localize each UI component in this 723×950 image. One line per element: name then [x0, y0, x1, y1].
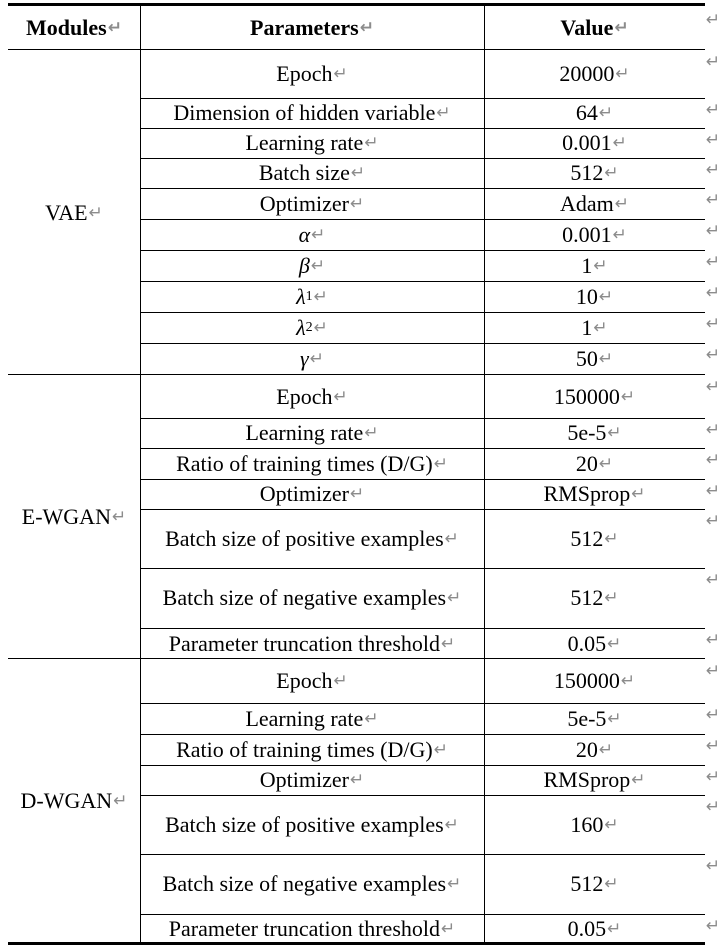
value-cell: [484, 628, 705, 659]
parameter-label: Parameter truncation threshold: [168, 915, 440, 941]
return-mark: ↵: [598, 286, 614, 307]
value-label: 64: [575, 100, 598, 125]
row-end-mark: ↵: [705, 767, 721, 787]
return-mark: ↵: [441, 918, 456, 939]
row-end-mark: ↵: [705, 52, 721, 72]
parameter-cell: λ 1 ↵: [296, 283, 328, 309]
value-label: 512: [570, 871, 604, 896]
value-label: 1: [581, 252, 593, 278]
return-mark: ↵: [309, 349, 324, 369]
parameter-label: Optimizer: [259, 481, 349, 506]
return-mark: ↵: [364, 423, 379, 443]
value-cell: [484, 659, 705, 703]
value-cell: [484, 734, 705, 765]
value-label: 512: [570, 525, 604, 551]
parameter-label: Optimizer: [259, 767, 349, 792]
return-mark: ↵: [631, 770, 646, 790]
parameter-cell: [140, 375, 484, 418]
return-mark: ↵: [364, 133, 379, 153]
return-mark: ↵: [615, 64, 630, 84]
value-cell: [484, 448, 705, 479]
return-mark: ↵: [333, 671, 348, 691]
return-mark: ↵: [88, 202, 103, 223]
return-mark: ↵: [607, 423, 622, 443]
value-label: RMSprop: [543, 481, 631, 506]
value-label: 150000: [553, 383, 620, 409]
module-label: E-WGAN: [21, 504, 111, 529]
row-end-mark: ↵: [705, 797, 721, 817]
return-mark: ↵: [349, 770, 365, 790]
return-mark: ↵: [593, 255, 608, 276]
header-value-label: Value: [560, 14, 614, 40]
module-cell: [8, 659, 140, 943]
row-end-mark: ↵: [705, 221, 721, 241]
value-label: 512: [570, 160, 604, 185]
row-end-mark: ↵: [705, 100, 721, 120]
value-cell: [484, 568, 705, 628]
value-label: 150000: [553, 668, 620, 693]
return-mark: ↵: [604, 814, 619, 835]
return-mark: ↵: [441, 633, 456, 654]
parameter-label: γ: [300, 346, 309, 371]
value-label: 50: [575, 346, 598, 371]
return-mark: ↵: [612, 224, 627, 245]
value-label: 0.001: [562, 130, 612, 155]
value-cell: [484, 128, 705, 158]
header-modules: [8, 5, 140, 50]
parameter-label: λ: [296, 283, 306, 309]
return-mark: ↵: [444, 528, 459, 549]
return-mark: ↵: [313, 286, 328, 307]
return-mark: ↵: [333, 64, 348, 84]
return-mark: ↵: [107, 17, 122, 38]
value-cell: [484, 281, 705, 312]
value-cell: [484, 795, 705, 854]
parameter-label: Learning rate: [245, 420, 364, 445]
value-cell: [484, 98, 705, 128]
value-label: 5e-5: [567, 420, 607, 445]
parameter-label: Ratio of training times (D/G): [176, 736, 433, 762]
row-end-mark: ↵: [705, 481, 721, 501]
value-label: 20: [575, 450, 598, 476]
parameter-label: Parameter truncation threshold: [168, 630, 440, 656]
value-label: 20: [575, 736, 598, 762]
return-mark: ↵: [620, 671, 636, 691]
parameter-cell: [140, 659, 484, 703]
header-parameters-label: Parameters: [250, 14, 359, 40]
module-cell: [8, 50, 140, 375]
parameter-cell: [140, 509, 484, 568]
return-mark: ↵: [349, 193, 365, 214]
return-mark: ↵: [447, 874, 462, 894]
parameter-cell: [140, 703, 484, 734]
parameter-label: Learning rate: [245, 130, 364, 155]
row-end-mark: ↵: [705, 160, 721, 180]
return-mark: ↵: [447, 588, 462, 608]
parameter-cell: λ 2 ↵: [296, 314, 328, 340]
row-end-mark: ↵: [705, 252, 721, 272]
return-mark: ↵: [604, 528, 619, 549]
value-cell: [484, 158, 705, 188]
parameter-cell: [140, 448, 484, 479]
return-mark: ↵: [607, 918, 622, 939]
row-end-mark: ↵: [705, 570, 721, 590]
value-cell: [484, 914, 705, 943]
parameter-label: Batch size: [258, 160, 350, 185]
value-cell: [484, 219, 705, 250]
value-label: 0.05: [567, 630, 607, 656]
return-mark: ↵: [433, 453, 448, 474]
value-label: 0.001: [562, 221, 612, 247]
value-label: 1: [581, 314, 593, 340]
module-label: D-WGAN: [20, 788, 113, 813]
row-end-mark: ↵: [705, 916, 721, 936]
return-mark: ↵: [604, 588, 619, 608]
value-cell: [484, 418, 705, 448]
return-mark: ↵: [631, 484, 646, 504]
return-mark: ↵: [598, 103, 614, 123]
return-mark: ↵: [607, 708, 622, 729]
return-mark: ↵: [604, 163, 619, 183]
return-mark: ↵: [607, 633, 622, 654]
parameter-cell: [140, 128, 484, 158]
value-cell: [484, 50, 705, 98]
parameter-cell: [140, 219, 484, 250]
parameter-cell: [140, 98, 484, 128]
value-label: Adam: [559, 190, 614, 216]
value-label: 20000: [559, 61, 615, 86]
value-cell: [484, 854, 705, 914]
return-mark: ↵: [436, 103, 451, 123]
return-mark: ↵: [444, 814, 459, 835]
return-mark: ↵: [310, 255, 326, 276]
parameter-label: Epoch: [276, 61, 333, 86]
parameter-label: Epoch: [276, 383, 333, 409]
return-mark: ↵: [620, 386, 636, 407]
parameter-label: Epoch: [276, 668, 333, 693]
parameter-cell: [140, 765, 484, 795]
parameter-cell: [140, 795, 484, 854]
value-cell: [484, 509, 705, 568]
row-end-mark: ↵: [705, 630, 721, 650]
return-mark: ↵: [612, 133, 627, 153]
return-mark: ↵: [614, 17, 629, 38]
return-mark: ↵: [604, 874, 619, 894]
value-cell: [484, 250, 705, 281]
parameter-label: Optimizer: [259, 190, 349, 216]
parameter-label: Learning rate: [245, 705, 364, 731]
parameter-cell: [140, 418, 484, 448]
value-label: 160: [570, 811, 604, 837]
value-cell: [484, 312, 705, 343]
header-value: [484, 5, 705, 50]
return-mark: ↵: [598, 453, 614, 474]
parameter-cell: [140, 628, 484, 659]
return-mark: ↵: [364, 708, 379, 729]
return-mark: ↵: [350, 163, 366, 183]
header-modules-label: Modules: [26, 14, 107, 40]
parameter-label: Batch size of positive examples: [165, 525, 444, 551]
row-end-mark: ↵: [705, 130, 721, 150]
return-mark: ↵: [313, 317, 328, 338]
value-cell: [484, 188, 705, 219]
return-mark: ↵: [111, 507, 127, 527]
value-cell: [484, 765, 705, 795]
row-end-mark: ↵: [705, 345, 721, 365]
row-end-mark: ↵: [705, 283, 721, 303]
parameter-cell: [140, 914, 484, 943]
row-end-mark: ↵: [705, 661, 721, 681]
return-mark: ↵: [359, 17, 374, 38]
return-mark: ↵: [614, 193, 629, 214]
parameter-label: Batch size of negative examples: [162, 871, 447, 896]
row-end-mark: ↵: [705, 736, 721, 756]
value-cell: [484, 479, 705, 509]
parameter-cell: [140, 479, 484, 509]
row-end-mark: ↵: [705, 511, 721, 531]
parameter-cell: [140, 734, 484, 765]
parameter-cell: [140, 343, 484, 375]
return-mark: ↵: [333, 386, 348, 407]
row-end-mark: ↵: [705, 450, 721, 470]
parameter-label: Dimension of hidden variable: [173, 100, 436, 125]
parameter-cell: [140, 188, 484, 219]
return-mark: ↵: [349, 484, 365, 504]
row-end-mark: ↵: [705, 705, 721, 725]
value-cell: [484, 703, 705, 734]
return-mark: ↵: [113, 791, 128, 811]
row-end-mark: ↵: [705, 190, 721, 210]
module-label: VAE: [45, 199, 88, 225]
row-end-mark: ↵: [705, 314, 721, 334]
parameter-cell: [140, 50, 484, 98]
row-end-mark: ↵: [705, 377, 721, 397]
header-parameters: [140, 5, 484, 50]
return-mark: ↵: [598, 349, 614, 369]
parameter-label: Ratio of training times (D/G): [176, 450, 433, 476]
parameter-cell: [140, 854, 484, 914]
parameter-label: α: [298, 221, 311, 247]
parameter-label: λ: [296, 314, 306, 340]
return-mark: ↵: [598, 739, 614, 760]
value-label: 5e-5: [567, 705, 607, 731]
module-cell: [8, 375, 140, 659]
value-label: 10: [575, 283, 598, 309]
parameter-label: Batch size of positive examples: [165, 811, 444, 837]
return-mark: ↵: [593, 317, 608, 338]
row-end-mark: ↵: [705, 420, 721, 440]
parameter-cell: [140, 568, 484, 628]
value-cell: [484, 375, 705, 418]
return-mark: ↵: [311, 224, 326, 245]
parameter-cell: [140, 250, 484, 281]
parameter-cell: [140, 158, 484, 188]
value-cell: [484, 343, 705, 375]
return-mark: ↵: [433, 739, 448, 760]
value-label: RMSprop: [543, 767, 631, 792]
row-end-mark: ↵: [705, 856, 721, 876]
parameter-label: β: [298, 252, 310, 278]
value-label: 0.05: [567, 915, 607, 941]
value-label: 512: [570, 585, 604, 610]
row-end-mark: ↵: [705, 10, 721, 30]
parameter-label: Batch size of negative examples: [162, 585, 447, 610]
